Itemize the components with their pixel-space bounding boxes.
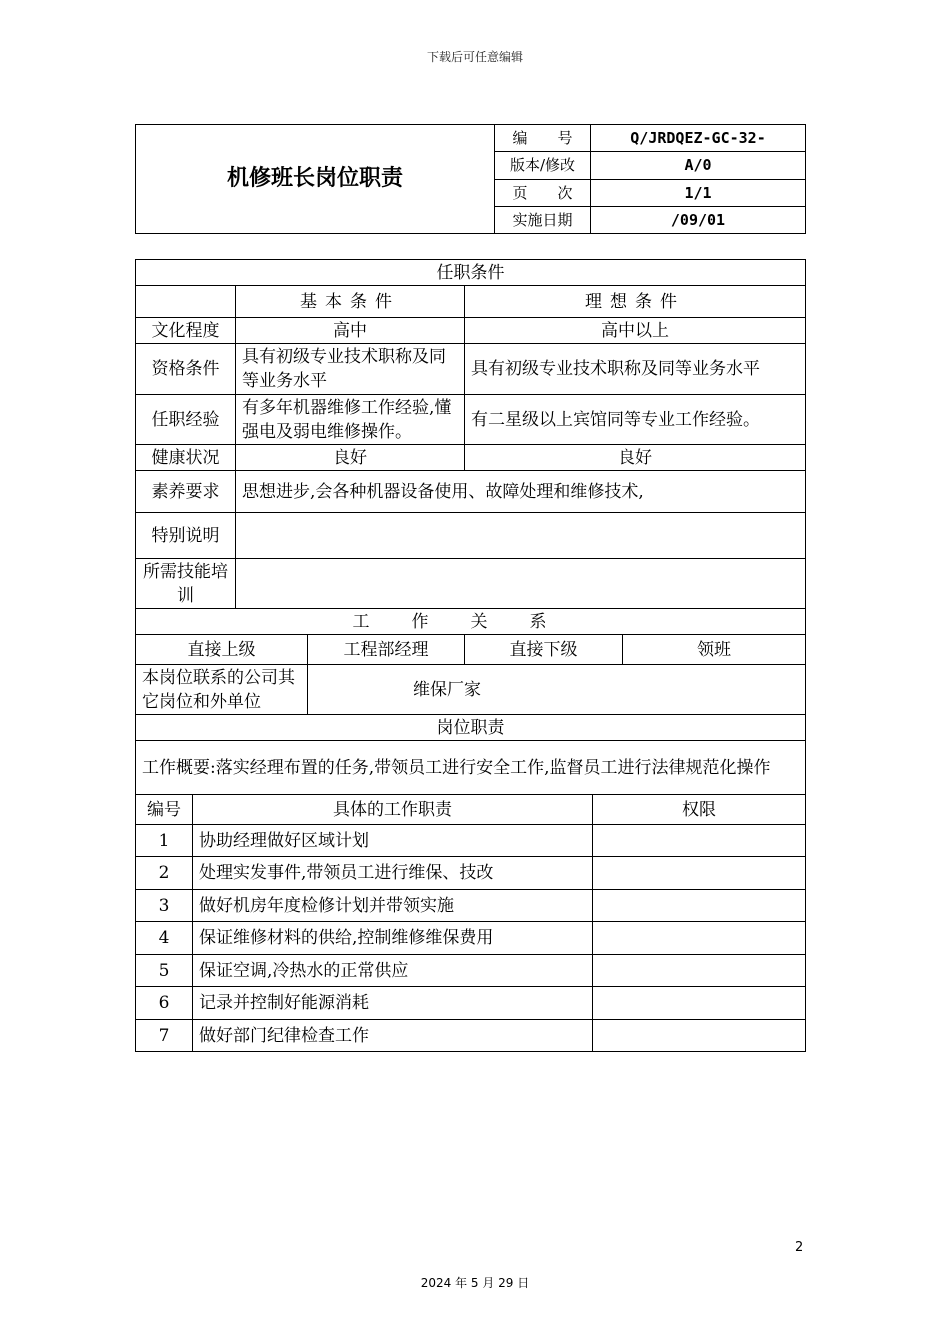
section-title-qualifications: 任职条件 <box>136 260 806 286</box>
duty-no: 4 <box>136 922 193 955</box>
health-basic: 良好 <box>236 445 465 471</box>
duty-no: 7 <box>136 1020 193 1052</box>
education-ideal: 高中以上 <box>465 318 806 344</box>
duty-text: 处理实发事件,带领员工进行维保、技改 <box>193 857 593 890</box>
training-value <box>236 559 806 609</box>
duty-authority <box>593 890 806 922</box>
job-description-table <box>135 259 806 1052</box>
special-value <box>236 513 806 559</box>
superior-value: 工程部经理 <box>308 635 465 665</box>
duty-authority <box>593 1020 806 1052</box>
duty-authority <box>593 825 806 857</box>
col-header-ideal: 理想条件 <box>465 286 806 318</box>
meta-label-page: 页 次 <box>495 179 591 206</box>
row-label-health: 健康状况 <box>136 445 236 471</box>
subordinate-label: 直接下级 <box>465 635 623 665</box>
qualities-value: 思想进步,会各种机器设备使用、故障处理和维修技术, <box>236 471 806 513</box>
duty-text: 做好部门纪律检查工作 <box>193 1020 593 1052</box>
meta-label-version: 版本/修改 <box>495 152 591 179</box>
experience-basic: 有多年机器维修工作经验,懂强电及弱电维修操作。 <box>236 395 465 445</box>
duty-no: 1 <box>136 825 193 857</box>
duty-col-header-duty: 具体的工作职责 <box>193 795 593 825</box>
row-label-experience: 任职经验 <box>136 395 236 445</box>
section-title-duties: 岗位职责 <box>136 715 806 741</box>
duty-text: 记录并控制好能源消耗 <box>193 987 593 1020</box>
meta-label-number: 编 号 <box>495 125 591 152</box>
education-basic: 高中 <box>236 318 465 344</box>
subordinate-value: 领班 <box>623 635 806 665</box>
duty-authority <box>593 987 806 1020</box>
duties-overview: 工作概要:落实经理布置的任务,带领员工进行安全工作,监督员工进行法律规范化操作 <box>136 741 806 795</box>
duty-authority <box>593 922 806 955</box>
duty-col-header-no: 编号 <box>136 795 193 825</box>
duty-no: 3 <box>136 890 193 922</box>
duty-text: 协助经理做好区域计划 <box>193 825 593 857</box>
document-title-block <box>135 124 806 234</box>
page-number: 2 <box>795 1240 804 1255</box>
duty-text: 做好机房年度检修计划并带领实施 <box>193 890 593 922</box>
header-note: 下载后可任意编辑 <box>426 50 523 64</box>
row-label-training: 所需技能培训 <box>136 559 236 609</box>
certification-basic: 具有初级专业技术职称及同等业务水平 <box>236 344 465 395</box>
section-title-relations: 工作关系 <box>136 609 806 635</box>
certification-ideal: 具有初级专业技术职称及同等业务水平 <box>465 344 806 395</box>
header-blank <box>136 286 236 318</box>
duty-no: 5 <box>136 955 193 987</box>
footer-date: 2024 年 5 月 29 日 <box>420 1276 530 1290</box>
duty-text: 保证维修材料的供给,控制维修维保费用 <box>193 922 593 955</box>
document-title: 机修班长岗位职责 <box>136 125 495 234</box>
duty-text: 保证空调,冷热水的正常供应 <box>193 955 593 987</box>
meta-value-number: Q/JRDQEZ-GC-32- <box>591 125 806 152</box>
duty-authority <box>593 857 806 890</box>
experience-ideal: 有二星级以上宾馆同等专业工作经验。 <box>465 395 806 445</box>
meta-value-date: /09/01 <box>591 206 806 233</box>
superior-label: 直接上级 <box>136 635 308 665</box>
col-header-basic: 基本条件 <box>236 286 465 318</box>
external-contacts-label: 本岗位联系的公司其它岗位和外单位 <box>136 665 308 715</box>
duty-col-header-authority: 权限 <box>593 795 806 825</box>
meta-value-page: 1/1 <box>591 179 806 206</box>
external-contacts-value: 维保厂家 <box>308 665 806 715</box>
health-ideal: 良好 <box>465 445 806 471</box>
duty-no: 2 <box>136 857 193 890</box>
meta-value-version: A/0 <box>591 152 806 179</box>
duty-authority <box>593 955 806 987</box>
row-label-qualities: 素养要求 <box>136 471 236 513</box>
row-label-certification: 资格条件 <box>136 344 236 395</box>
meta-label-date: 实施日期 <box>495 206 591 233</box>
row-label-special: 特别说明 <box>136 513 236 559</box>
row-label-education: 文化程度 <box>136 318 236 344</box>
duty-no: 6 <box>136 987 193 1020</box>
